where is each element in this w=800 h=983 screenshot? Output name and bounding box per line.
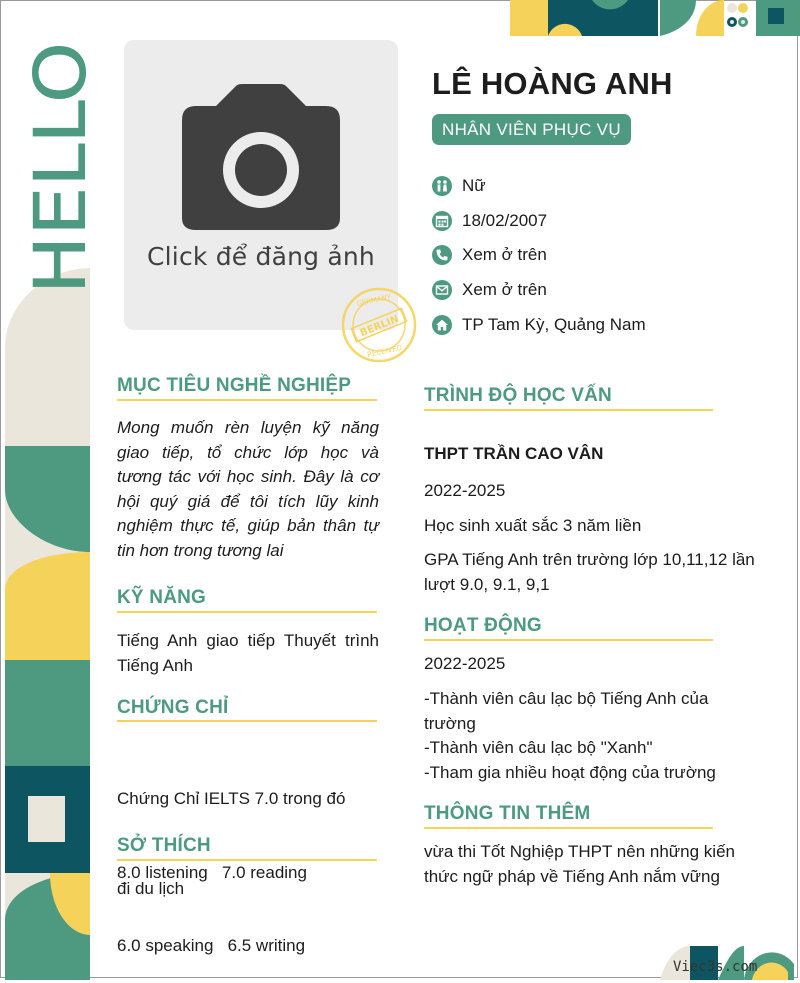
hobbies-text: [117, 877, 379, 902]
education-achievement: Học sinh xuất sắc 3 năm liền: [424, 516, 642, 535]
objective-text: [117, 416, 379, 563]
gender-icon: [432, 176, 452, 196]
photo-upload-label: Click để đăng ảnh: [147, 242, 375, 271]
education-divider: [424, 409, 713, 411]
email-value: Xem ở trên: [462, 280, 547, 299]
objective-line: Mong muốn rèn luyện kỹ năng: [117, 418, 379, 437]
contact-address: [432, 313, 646, 337]
hobby-line: đi du lịch: [117, 879, 185, 898]
svg-text:BERLIN: BERLIN: [358, 313, 401, 340]
extra-info-line: vừa thi Tốt Nghiệp THPT nên những kiến: [424, 842, 735, 861]
skills-title: KỸ NĂNG: [117, 587, 207, 608]
certificate-line: 6.0 speaking 6.5 writing: [117, 936, 306, 955]
activity-line: -Thành viên câu lạc bộ "Xanh": [424, 738, 653, 757]
contact-email: [432, 278, 547, 302]
mail-icon: [432, 280, 452, 300]
contact-phone: [432, 243, 547, 267]
skills-line: Tiếng Anh: [117, 655, 193, 675]
education-gpa: [424, 548, 774, 597]
activity-line: trường: [424, 713, 476, 733]
education-title: TRÌNH ĐỘ HỌC VẤN: [424, 385, 612, 406]
gender-value: Nữ: [462, 176, 486, 195]
calendar-icon: [432, 211, 452, 231]
gpa-line: lượt 9.0, 9.1, 9,1: [424, 574, 550, 594]
svg-text:HELLO: HELLO: [22, 79, 99, 294]
berlin-stamp: [340, 286, 418, 364]
certificate-line: 8.0 listening 7.0 reading: [117, 862, 307, 882]
birthdate-value: 18/02/2007: [462, 211, 548, 230]
skills-divider: [117, 611, 377, 613]
hobbies-title: SỞ THÍCH: [117, 835, 211, 856]
extra-info-title: THÔNG TIN THÊM: [424, 803, 591, 824]
activity-line: -Thành viên câu lạc bộ Tiếng Anh của: [424, 689, 709, 708]
skills-text: [117, 629, 379, 678]
certificates-divider: [117, 720, 377, 722]
activities-title: HOẠT ĐỘNG: [424, 615, 542, 636]
activity-line: -Tham gia nhiều hoạt động của trường: [424, 762, 716, 782]
svg-text:RECEIVED: RECEIVED: [366, 343, 403, 359]
hello-text: [22, 40, 99, 296]
hobbies-divider: [117, 859, 377, 861]
site-watermark: Viec3s.com: [673, 959, 758, 975]
extra-info-text: [424, 840, 774, 889]
address-value: TP Tam Kỳ, Quảng Nam: [462, 315, 646, 334]
activities-list: [424, 687, 774, 785]
home-icon: [432, 315, 452, 335]
svg-text:GERMANY: GERMANY: [355, 292, 392, 309]
phone-icon: [432, 245, 452, 265]
objective-line: tương tác với học sinh. Đây là cơ: [117, 467, 379, 486]
objective-line: hội quý giá để tôi tích lũy kinh: [117, 491, 379, 511]
activities-period: 2022-2025: [424, 654, 506, 673]
skills-line: Tiếng Anh giao tiếp Thuyết trình: [117, 631, 379, 650]
school-name: THPT TRẦN CAO VÂN: [424, 444, 604, 463]
gpa-line: GPA Tiếng Anh trên trường lớp 10,11,12 lần: [424, 550, 755, 569]
certificates-title: CHỨNG CHỈ: [117, 697, 229, 718]
contact-birthdate: [432, 209, 547, 233]
objective-line: giao tiếp, tổ chức lớp học và: [117, 442, 379, 462]
objective-title: MỤC TIÊU NGHỀ NGHIỆP: [117, 375, 352, 396]
candidate-name: LÊ HOÀNG ANH: [432, 66, 673, 101]
top-decoration: [510, 0, 800, 36]
education-period: 2022-2025: [424, 481, 506, 500]
objective-line: tin hơn trong tương lai: [117, 540, 284, 560]
objective-divider: [117, 399, 377, 401]
contact-gender: [432, 174, 486, 198]
phone-value: Xem ở trên: [462, 245, 547, 264]
extra-info-divider: [424, 827, 713, 829]
objective-line: nghiệm thực tế, giúp bản thân tự: [117, 516, 379, 535]
job-title-badge: NHÂN VIÊN PHỤC VỤ: [432, 114, 631, 145]
certificate-line: Chứng Chỉ IELTS 7.0 trong đó: [117, 789, 346, 808]
camera-icon: [176, 80, 346, 230]
activities-divider: [424, 639, 713, 641]
extra-info-line: thức ngữ pháp về Tiếng Anh nắm vững: [424, 866, 720, 886]
